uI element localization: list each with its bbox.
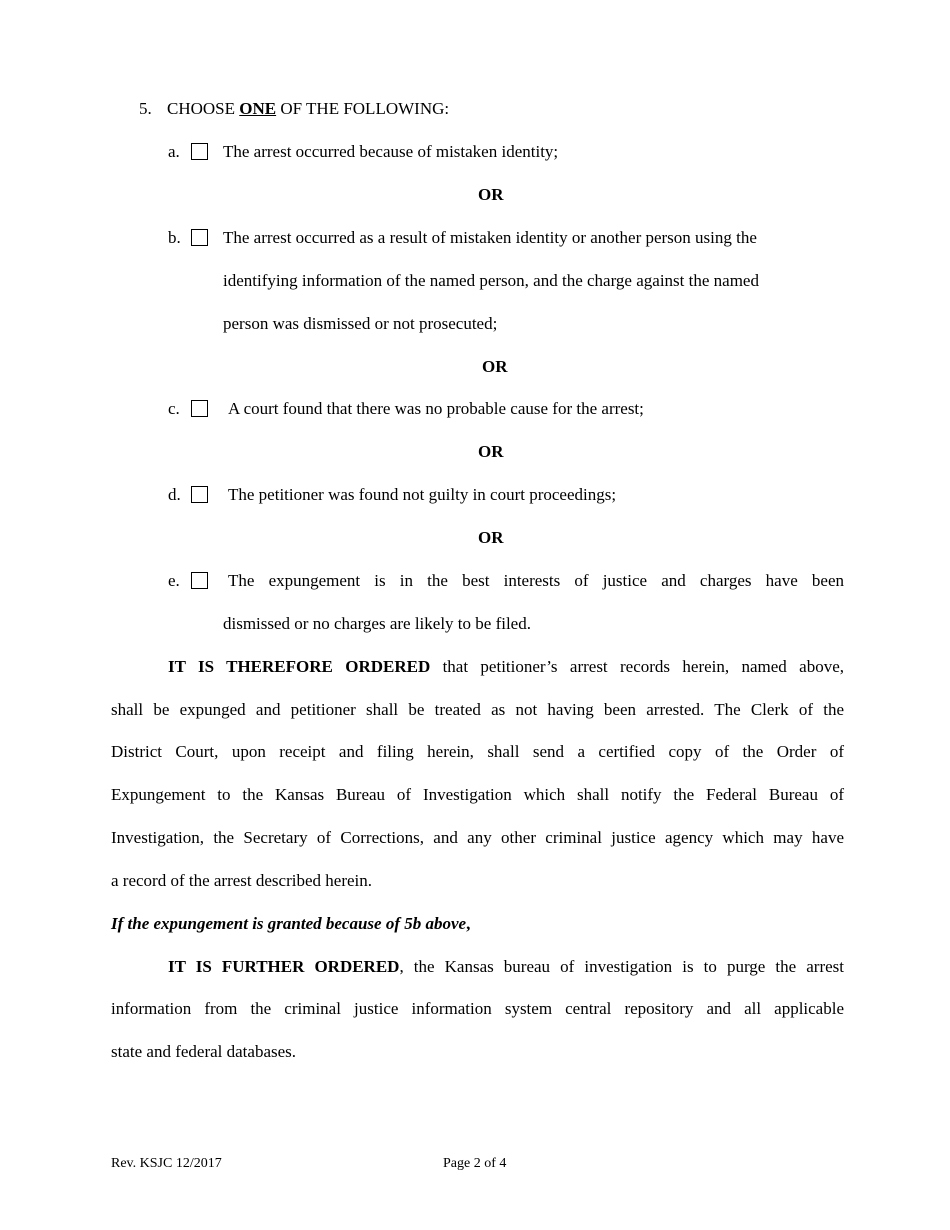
or-separator-4: OR	[478, 528, 504, 547]
option-b-checkbox[interactable]	[191, 229, 208, 246]
option-e-text-line-1: The expungement is in the best interests of justice and charges have been	[228, 571, 844, 590]
further-ordered-lead: IT IS FURTHER ORDERED	[168, 957, 400, 976]
option-b-text-line-3: person was dismissed or not prosecuted;	[223, 314, 498, 333]
therefore-ordered-lead: IT IS THEREFORE ORDERED	[168, 657, 431, 676]
order-paragraph-line-3: District Court, upon receipt and filing herein, shall send a certified copy of the Order of	[111, 742, 844, 761]
section-heading	[139, 99, 449, 119]
option-b-letter: b.	[168, 228, 181, 247]
option-a-checkbox[interactable]	[191, 143, 208, 160]
further-order-line-2: information from the criminal justice information system central repository and all applicable	[111, 999, 844, 1018]
or-separator-2: OR	[482, 357, 508, 376]
option-d-letter: d.	[168, 485, 181, 504]
footer-page-number: Page 2 of 4	[443, 1156, 507, 1171]
order-paragraph-line-1	[168, 657, 844, 677]
further-order-line-1-rest: , the Kansas bureau of investigation is to purge the arrest	[399, 957, 845, 976]
option-a-letter: a.	[168, 142, 180, 161]
section-number: 5.	[139, 99, 152, 118]
order-paragraph-line-2: shall be expunged and petitioner shall be treated as not having been arrested. The Clerk of the	[111, 700, 844, 719]
option-c-letter: c.	[168, 399, 180, 418]
option-a-text: The arrest occurred because of mistaken identity;	[223, 142, 559, 161]
footer-revision: Rev. KSJC 12/2017	[111, 1156, 222, 1171]
further-order-line-1	[168, 957, 844, 977]
option-e-text-line-2: dismissed or no charges are likely to be filed.	[223, 614, 531, 633]
conditional-heading	[111, 914, 470, 934]
option-c-checkbox[interactable]	[191, 400, 208, 417]
or-separator-1: OR	[478, 185, 504, 204]
option-d-text: The petitioner was found not guilty in court proceedings;	[228, 485, 617, 504]
conditional-heading-comma: ,	[466, 914, 471, 933]
further-order-line-3: state and federal databases.	[111, 1042, 297, 1061]
order-paragraph-line-6: a record of the arrest described herein.	[111, 871, 373, 890]
option-e-letter: e.	[168, 571, 180, 590]
order-paragraph-line-1-rest: that petitioner’s arrest records herein, named above,	[430, 657, 844, 676]
option-b-text-line-2: identifying information of the named person, and the charge against the named	[223, 271, 759, 290]
heading-suffix: OF THE FOLLOWING:	[276, 99, 450, 118]
heading-emphasis: ONE	[239, 99, 277, 118]
or-separator-3: OR	[478, 442, 504, 461]
option-e-checkbox[interactable]	[191, 572, 208, 589]
order-paragraph-line-5: Investigation, the Secretary of Corrections, and any other criminal justice agency which may have	[111, 828, 844, 847]
option-c-text: A court found that there was no probable cause for the arrest;	[228, 399, 644, 418]
option-d-checkbox[interactable]	[191, 486, 208, 503]
heading-prefix: CHOOSE	[167, 99, 240, 118]
option-b-text-line-1: The arrest occurred as a result of mistaken identity or another person using the	[223, 228, 757, 247]
conditional-heading-text: If the expungement is granted because of 5b above	[111, 914, 467, 933]
order-paragraph-line-4: Expungement to the Kansas Bureau of Investigation which shall notify the Federal Bureau of	[111, 785, 844, 804]
